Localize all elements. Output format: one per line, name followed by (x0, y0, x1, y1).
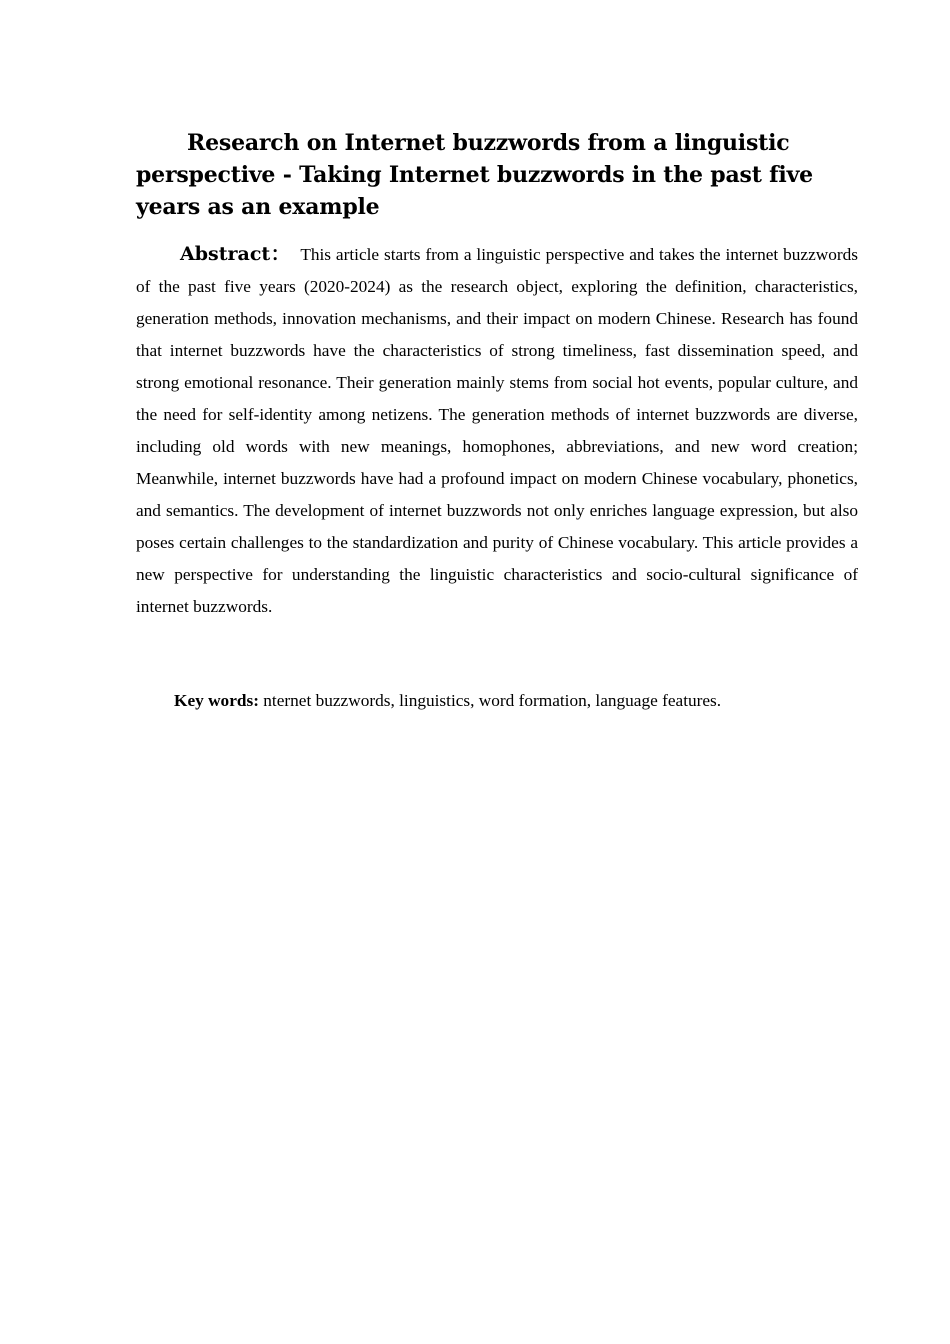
keywords-paragraph (136, 686, 858, 716)
abstract-paragraph (136, 238, 858, 623)
abstract-text: This article starts from a linguistic perspective and takes the internet buzzwords of the past five years (2020-2024) as the research object, exploring the definition, characteristics, generation methods, innovation mechanisms, and their impact on modern Chinese. Research has found that internet buzzwords have the characteristics of strong timeliness, fast dissemination speed, and strong emotional resonance. Their generation mainly stems from social hot events, popular culture, and the need for self-identity among netizens. The generation methods of internet buzzwords are diverse, including old words with new meanings, homophones, abbreviations, and new word creation; Meanwhile, internet buzzwords have had a profound impact on modern Chinese vocabulary, phonetics, and semantics. The development of internet buzzwords not only enriches language expression, but also poses certain challenges to the standardization and purity of Chinese vocabulary. This article provides a new perspective for understanding the linguistic characteristics and socio-cultural significance of internet buzzwords. (136, 245, 858, 616)
keywords-text: nternet buzzwords, linguistics, word formation, language features. (258, 691, 722, 710)
paper-title: Research on Internet buzzwords from a linguistic perspective - Taking Internet buzzwords in the past five years as an example (136, 130, 813, 220)
keywords-label: Key words: (174, 691, 259, 710)
abstract-label: Abstract： (180, 243, 291, 265)
